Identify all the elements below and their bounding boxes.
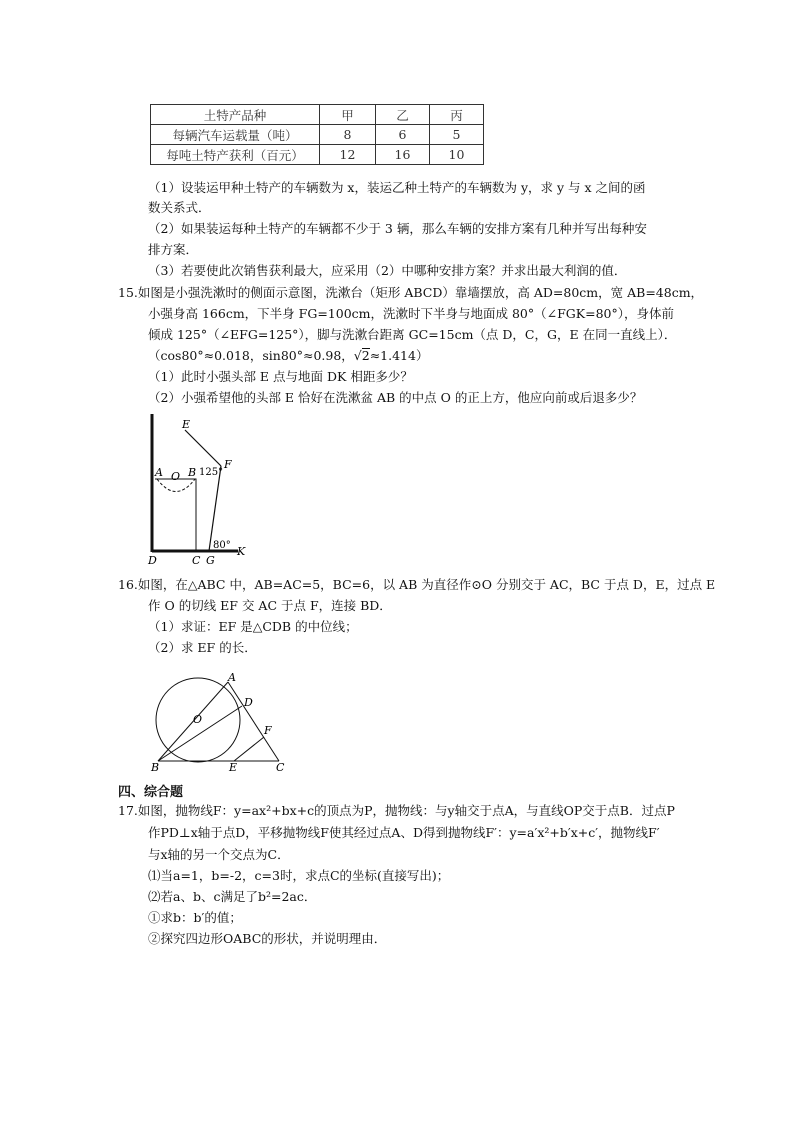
q16-question2: （2）求 EF 的长． [148,640,257,655]
table-cell: 8 [320,125,376,145]
label-C: C [192,554,201,567]
label-A: A [228,671,236,684]
table-cell: 12 [320,145,376,165]
product-table [150,104,484,165]
q15-figure [140,412,250,567]
label-angle-80: 80° [213,540,231,551]
q17-question2: ⑵若a、b、c满足了b²=2ac． [148,889,317,904]
table-cell: 每辆汽车运载量（吨） [151,125,320,145]
table-cell: 5 [430,125,484,145]
label-G: G [206,554,215,567]
sink-outline [155,479,196,551]
q17-line2: 作PD⊥x轴于点D，平移抛物线F使其经过点A、D得到抛物线F′：y=a′x²+b′x+c′，抛物线F′ [148,825,660,840]
upper-body-line [185,430,221,466]
q15-line3: 倾成 125°（∠EFG=125°），脚与洗漱台距离 GC=15cm（点 D，C，G，E 在同一直线上）． [148,327,677,342]
table-header-cell: 土特产品种 [151,105,320,125]
label-C: C [276,761,285,772]
q15-sqrt-value: ≈1.414） [369,348,429,363]
q15-line4: （cos80°≈0.018，sin80°≈0.98，√2≈1.414） [148,348,429,363]
table-header-cell: 乙 [376,105,430,125]
sqrt-radicand: 2 [361,348,370,363]
label-F: F [224,458,232,471]
label-B: B [188,466,197,479]
table-row [151,125,484,145]
table-header-row [151,105,484,125]
table-cell: 10 [430,145,484,165]
label-O: O [193,713,203,726]
label-O: O [171,470,181,483]
q16-line2: 作 O 的切线 EF 交 AC 于点 F，连接 BD． [148,598,392,613]
label-A: A [155,466,163,479]
q17-line3: 与x轴的另一个交点为C． [148,847,290,862]
q14-part3: （3）若要使此次销售获利最大，应采用（2）中哪种安排方案？并求出最大利润的值． [148,263,627,278]
q15-question1: （1）此时小强头部 E 点与地面 DK 相距多少？ [148,369,413,384]
q14-part2-line1: （2）如果装运每种土特产的车辆都不少于 3 辆，那么车辆的安排方案有几种并写出每种安 [148,221,647,236]
label-E: E [182,418,191,431]
q17-question1: ⑴当a=1，b=-2，c=3时，求点C的坐标(直接写出)； [148,868,450,883]
section-title: 四、综合题 [118,785,184,800]
label-F: F [264,724,272,737]
label-D: D [244,696,253,709]
label-angle-125: 125° [199,467,224,478]
table-header-cell: 甲 [320,105,376,125]
q17-line1: 17.如图，抛物线F：y=ax²+bx+c的顶点为P，抛物线：与y轴交于点A，与直线OP交于点B．过点P [118,803,675,818]
label-D: D [148,554,157,567]
label-E: E [229,761,238,772]
table-row [151,145,484,165]
q14-part2-line2: 排方案． [148,242,199,257]
q15-line1: 15.如图是小强洗漱时的侧面示意图，洗漱台（矩形 ABCD）靠墙摆放，高 AD=80cm，宽 AB=48cm， [118,285,704,300]
table-cell: 16 [376,145,430,165]
q16-question1: （1）求证：EF 是△CDB 的中位线； [148,619,358,634]
q17-question2b: ②探究四边形OABC的形状，并说明理由． [148,931,387,946]
q15-trig-values: （cos80°≈0.018，sin80°≈0.98， [148,348,354,363]
segment-AC [228,682,279,761]
q15-line2: 小强身高 166cm，下半身 FG=100cm，洗漱时下半身与地面成 80°（∠FGK=80°），身体前 [148,306,674,321]
q17-question2a: ①求b：b′的值； [148,910,242,925]
label-B: B [151,761,160,772]
q16-line1: 16.如图，在△ABC 中，AB=AC=5，BC=6，以 AB 为直径作⊙O 分别交于 AC，BC 于点 D，E，过点 E [118,577,716,592]
q14-part1-line1: （1）设装运甲种土特产的车辆数为 x，装运乙种土特产的车辆数为 y，求 y 与 x 之间的函 [148,180,646,195]
segment-EF [234,737,264,761]
label-K: K [237,545,246,558]
q14-part1-line2: 数关系式． [148,200,211,215]
lower-body-line [209,466,221,551]
table-header-cell: 丙 [430,105,484,125]
table-cell: 6 [376,125,430,145]
table-cell: 每吨土特产获利（百元） [151,145,320,165]
q15-question2: （2）小强希望他的头部 E 恰好在洗漱盆 AB 的中点 O 的正上方，他应向前或后退多少？ [148,390,643,405]
q16-figure [150,670,290,772]
